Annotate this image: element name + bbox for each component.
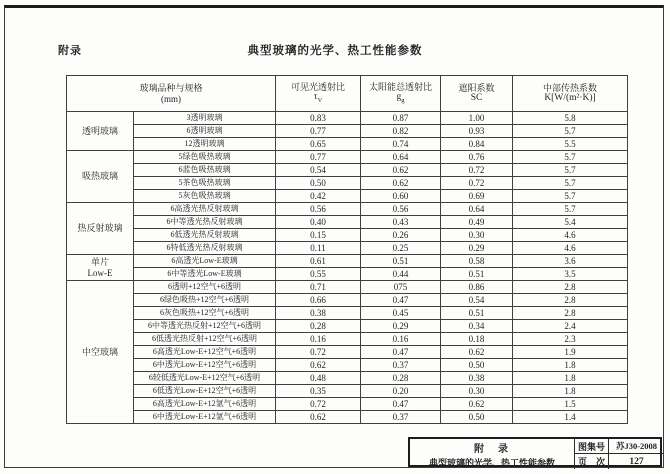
k-value-cell: 2.4: [513, 320, 628, 333]
gg-value-cell: 0.25: [361, 242, 441, 255]
k-value-cell: 2.3: [513, 333, 628, 346]
glass-name-cell: 6中等透光热反射+12空气+6透明: [134, 320, 276, 333]
tv-value-cell: 0.65: [276, 138, 361, 151]
header-heat-transfer-coefficient: 中部传热系数 K[W/(m²·K)]: [513, 76, 628, 112]
gg-value-cell: 0.74: [361, 138, 441, 151]
table-row: [67, 359, 628, 372]
tv-value-cell: 0.72: [276, 346, 361, 359]
tv-value-cell: 0.72: [276, 398, 361, 411]
glass-name-cell: 6高透光Low-E+12氩气+6透明: [134, 398, 276, 411]
header-visible-transmittance: 可见光透射比 $\tau_V$: [276, 76, 361, 112]
gg-value-cell: 0.16: [361, 333, 441, 346]
tv-value-cell: 0.56: [276, 203, 361, 216]
sc-value-cell: 0.18: [441, 333, 513, 346]
k-value-cell: 5.7: [513, 177, 628, 190]
gg-value-cell: 0.26: [361, 229, 441, 242]
g-g-symbol: $g_g$: [396, 92, 405, 105]
sc-value-cell: 0.72: [441, 164, 513, 177]
gg-value-cell: 0.87: [361, 112, 441, 125]
appendix-label: 附录: [58, 45, 82, 57]
tv-value-cell: 0.77: [276, 125, 361, 138]
header-shading-coefficient: 遮阳系数 SC: [441, 76, 513, 112]
glass-parameters-table: [66, 75, 628, 424]
k-value-cell: 2.8: [513, 281, 628, 294]
tv-value-cell: 0.83: [276, 112, 361, 125]
sc-value-cell: 0.62: [441, 398, 513, 411]
gg-value-cell: 0.51: [361, 255, 441, 268]
table-row: [67, 398, 628, 411]
table-row: [67, 320, 628, 333]
table-row: [67, 164, 628, 177]
glass-name-cell: 6灰色吸热+12空气+6透明: [134, 307, 276, 320]
glass-name-cell: 6低透光热反射+12空气+6透明: [134, 333, 276, 346]
glass-category-cell: 热反射玻璃: [67, 203, 134, 255]
title-block-appendix-title: 典型玻璃的光学、热工性能参数: [428, 457, 555, 468]
table-row: [67, 268, 628, 281]
gg-value-cell: 0.28: [361, 372, 441, 385]
k-value-cell: 1.8: [513, 359, 628, 372]
k-value-cell: 2.8: [513, 307, 628, 320]
sc-value-cell: 0.50: [441, 359, 513, 372]
page-title: 典型玻璃的光学、热工性能参数: [247, 45, 423, 57]
glass-name-cell: 6透明+12空气+6透明: [134, 281, 276, 294]
table-row: [67, 216, 628, 229]
tv-value-cell: 0.48: [276, 372, 361, 385]
sc-value-cell: 0.58: [441, 255, 513, 268]
table-row: [67, 190, 628, 203]
table-row: [67, 229, 628, 242]
k-value-cell: 1.9: [513, 346, 628, 359]
table-row: [67, 177, 628, 190]
k-value-cell: 5.8: [513, 112, 628, 125]
header-solar-transmittance: 太阳能总透射比 $g_g$: [361, 76, 441, 112]
glass-name-cell: 6绿色吸热+12空气+6透明: [134, 294, 276, 307]
header-glass-type: [67, 76, 276, 112]
atlas-number-label: 图集号: [575, 439, 609, 454]
glass-name-cell: 6中等透光Low-E玻璃: [134, 268, 276, 281]
tv-value-cell: 0.35: [276, 385, 361, 398]
tv-value-cell: 0.28: [276, 320, 361, 333]
gg-value-cell: 0.62: [361, 164, 441, 177]
k-value-cell: 3.5: [513, 268, 628, 281]
table-row: [67, 112, 628, 125]
sc-value-cell: 0.30: [441, 385, 513, 398]
table-row: [67, 372, 628, 385]
table-row: [67, 151, 628, 164]
gg-value-cell: 0.47: [361, 398, 441, 411]
glass-name-cell: 3透明玻璃: [134, 112, 276, 125]
glass-name-cell: 6透明玻璃: [134, 125, 276, 138]
tv-value-cell: 0.38: [276, 307, 361, 320]
tv-value-cell: 0.61: [276, 255, 361, 268]
sc-value-cell: 0.34: [441, 320, 513, 333]
sc-value-cell: 0.64: [441, 203, 513, 216]
table-header-row: [67, 76, 628, 112]
tv-value-cell: 0.16: [276, 333, 361, 346]
sc-value-cell: 0.69: [441, 190, 513, 203]
sc-value-cell: 1.00: [441, 112, 513, 125]
table-body: [67, 112, 628, 424]
glass-name-cell: 6低透光热反射玻璃: [134, 229, 276, 242]
k-value-cell: 4.6: [513, 242, 628, 255]
glass-name-cell: 6特低透光热反射玻璃: [134, 242, 276, 255]
gg-value-cell: 0.47: [361, 346, 441, 359]
glass-name-cell: 6低透光Low-E+12空气+6透明: [134, 385, 276, 398]
header-glass-type-unit: (mm): [161, 93, 181, 104]
title-block: [408, 437, 662, 467]
gg-value-cell: 0.20: [361, 385, 441, 398]
table-row: [67, 294, 628, 307]
sc-value-cell: 0.93: [441, 125, 513, 138]
k-value-cell: 1.5: [513, 398, 628, 411]
glass-name-cell: 6中透光Low-E+12空气+6透明: [134, 359, 276, 372]
k-value-cell: 5.7: [513, 164, 628, 177]
tv-value-cell: 0.62: [276, 411, 361, 424]
k-value-cell: 5.4: [513, 216, 628, 229]
glass-category-cell: 透明玻璃: [67, 112, 134, 151]
gg-value-cell: 0.62: [361, 177, 441, 190]
header-glass-type-label: 玻璃品种与规格: [139, 83, 203, 94]
title-block-appendix-cell: [410, 439, 575, 469]
k-value-cell: 5.7: [513, 190, 628, 203]
sc-value-cell: 0.62: [441, 346, 513, 359]
k-value-cell: 1.8: [513, 372, 628, 385]
sc-value-cell: 0.51: [441, 268, 513, 281]
glass-name-cell: 12透明玻璃: [134, 138, 276, 151]
k-value-cell: 5.7: [513, 151, 628, 164]
gg-value-cell: 0.37: [361, 411, 441, 424]
table-row: [67, 242, 628, 255]
glass-name-cell: 6中透光Low-E+12氩气+6透明: [134, 411, 276, 424]
table-row: [67, 255, 628, 268]
table-row: [67, 385, 628, 398]
sc-value-cell: 0.49: [441, 216, 513, 229]
k-value-cell: 3.6: [513, 255, 628, 268]
gg-value-cell: 0.37: [361, 359, 441, 372]
tau-v-symbol: $\tau_V$: [313, 92, 323, 105]
table-row: [67, 138, 628, 151]
tv-value-cell: 0.55: [276, 268, 361, 281]
table-row: [67, 203, 628, 216]
sc-value-cell: 0.38: [441, 372, 513, 385]
gg-value-cell: 0.56: [361, 203, 441, 216]
glass-name-cell: 6高透光Low-E玻璃: [134, 255, 276, 268]
gg-value-cell: 0.43: [361, 216, 441, 229]
tv-value-cell: 0.54: [276, 164, 361, 177]
table-row: [67, 411, 628, 424]
sc-value-cell: 0.29: [441, 242, 513, 255]
glass-category-cell: 中空玻璃: [67, 281, 134, 424]
tv-value-cell: 0.15: [276, 229, 361, 242]
table-row: [67, 346, 628, 359]
gg-value-cell: 0.47: [361, 294, 441, 307]
sc-value-cell: 0.76: [441, 151, 513, 164]
k-value-cell: 2.8: [513, 294, 628, 307]
glass-name-cell: 5茶色吸热玻璃: [134, 177, 276, 190]
table-row: [67, 125, 628, 138]
glass-name-cell: 5绿色吸热玻璃: [134, 151, 276, 164]
gg-value-cell: 0.45: [361, 307, 441, 320]
glass-category-cell: 单片 Low-E: [67, 255, 134, 281]
glass-name-cell: 6高透光热反射玻璃: [134, 203, 276, 216]
page-number-value: 127: [629, 456, 644, 467]
tv-value-cell: 0.62: [276, 359, 361, 372]
sc-value-cell: 0.51: [441, 307, 513, 320]
tv-value-cell: 0.50: [276, 177, 361, 190]
tv-value-cell: 0.77: [276, 151, 361, 164]
glass-name-cell: 6高透光Low-E+12空气+6透明: [134, 346, 276, 359]
gg-value-cell: 0.44: [361, 268, 441, 281]
k-value-cell: 1.4: [513, 411, 628, 424]
glass-category-cell: 吸热玻璃: [67, 151, 134, 203]
page-number-label: 页 次: [575, 454, 609, 469]
tv-value-cell: 0.71: [276, 281, 361, 294]
glass-name-cell: 5灰色吸热玻璃: [134, 190, 276, 203]
tv-value-cell: 0.66: [276, 294, 361, 307]
glass-name-cell: 6中等透光热反射玻璃: [134, 216, 276, 229]
tv-value-cell: 0.40: [276, 216, 361, 229]
sc-value-cell: 0.50: [441, 411, 513, 424]
k-value-cell: 1.8: [513, 385, 628, 398]
sc-value-cell: 0.84: [441, 138, 513, 151]
glass-name-cell: 6蓝色吸热玻璃: [134, 164, 276, 177]
sc-value-cell: 0.54: [441, 294, 513, 307]
gg-value-cell: 0.60: [361, 190, 441, 203]
glass-name-cell: 6较低透光Low-E+12空气+6透明: [134, 372, 276, 385]
table-row: [67, 307, 628, 320]
sc-value-cell: 0.72: [441, 177, 513, 190]
table-row: [67, 281, 628, 294]
gg-value-cell: 0.82: [361, 125, 441, 138]
k-value-cell: 4.6: [513, 229, 628, 242]
tv-value-cell: 0.42: [276, 190, 361, 203]
sc-value-cell: 0.30: [441, 229, 513, 242]
k-value-cell: 5.5: [513, 138, 628, 151]
tv-value-cell: 0.11: [276, 242, 361, 255]
k-value-cell: 5.7: [513, 125, 628, 138]
table-row: [67, 333, 628, 346]
k-value-cell: 5.7: [513, 203, 628, 216]
title-block-appendix-label: 附 录: [474, 443, 510, 455]
gg-value-cell: 0.64: [361, 151, 441, 164]
atlas-number-value: 苏J30-2008: [609, 439, 664, 454]
gg-value-cell: 0.29: [361, 320, 441, 333]
sc-value-cell: 0.86: [441, 281, 513, 294]
gg-value-cell: 075: [361, 281, 441, 294]
